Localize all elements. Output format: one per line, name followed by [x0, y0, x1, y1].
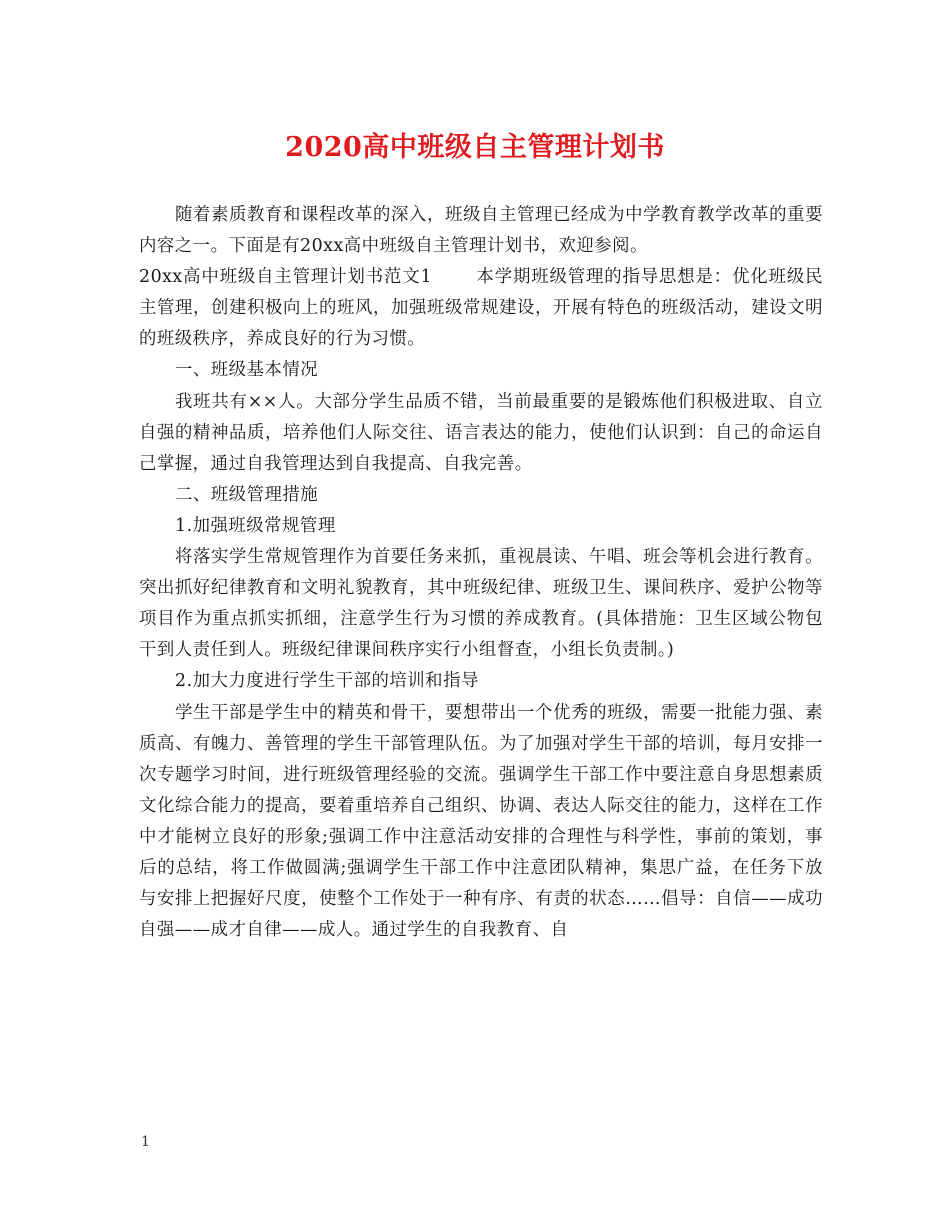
document-body — [139, 200, 823, 946]
document-title: 2020高中班级自主管理计划书 — [285, 132, 665, 163]
section-heading-1: 一、班级基本情况 — [175, 360, 319, 381]
intro-paragraph: 随着素质教育和课程改革的深入，班级自主管理已经成为中学教育教学改革的重要内容之一。下面是有20xx高中班级自主管理计划书，欢迎参阅。 — [139, 205, 823, 257]
subsection-heading-1: 1.加强班级常规管理 — [175, 515, 336, 536]
sample-paragraph — [139, 262, 823, 355]
section-paragraph-1: 我班共有××人。大部分学生品质不错，当前最重要的是锻炼他们积极进取、自立自强的精神品质，培养他们人际交往、语言表达的能力，使他们认识到：自己的命运自己掌握，通过自我管理达到自我提高、自我完善。 — [139, 391, 823, 474]
sample-heading: 20xx高中班级自主管理计划书范文1 — [139, 267, 433, 288]
page-number: 1 — [141, 1134, 150, 1150]
section-heading-2: 二、班级管理措施 — [175, 484, 319, 505]
subsection-paragraph-1: 将落实学生常规管理作为首要任务来抓，重视晨读、午唱、班会等机会进行教育。突出抓好纪律教育和文明礼貌教育，其中班级纪律、班级卫生、课间秩序、爱护公物等项目作为重点抓实抓细，注意学生行为习惯的养成教育。(具体措施：卫生区域公物包干到人责任到人。班级纪律课间秩序实行小组督查，小组长负责制。) — [139, 547, 823, 661]
subsection-heading-2: 2.加大力度进行学生干部的培训和指导 — [175, 671, 479, 692]
subsection-paragraph-2: 学生干部是学生中的精英和骨干，要想带出一个优秀的班级，需要一批能力强、素质高、有魄力、善管理的学生干部管理队伍。为了加强对学生干部的培训，每月安排一次专题学习时间，进行班级管理经验的交流。强调学生干部工作中要注意自身思想素质文化综合能力的提高，要着重培养自己组织、协调、表达人际交往的能力，这样在工作中才能树立良好的形象;强调工作中注意活动安排的合理性与科学性，事前的策划，事后的总结，将工作做圆满;强调学生干部工作中注意团队精神，集思广益，在任务下放与安排上把握好尺度，使整个工作处于一种有序、有责的状态……倡导：自信——成功自强——成才自律——成人。通过学生的自我教育、自 — [139, 702, 823, 941]
sample-intro: 本学期班级管理的指导思想是：优化班级民主管理，创建积极向上的班风，加强班级常规建设，开展有特色的班级活动，建设文明的班级秩序，养成良好的行为习惯。 — [139, 267, 823, 350]
